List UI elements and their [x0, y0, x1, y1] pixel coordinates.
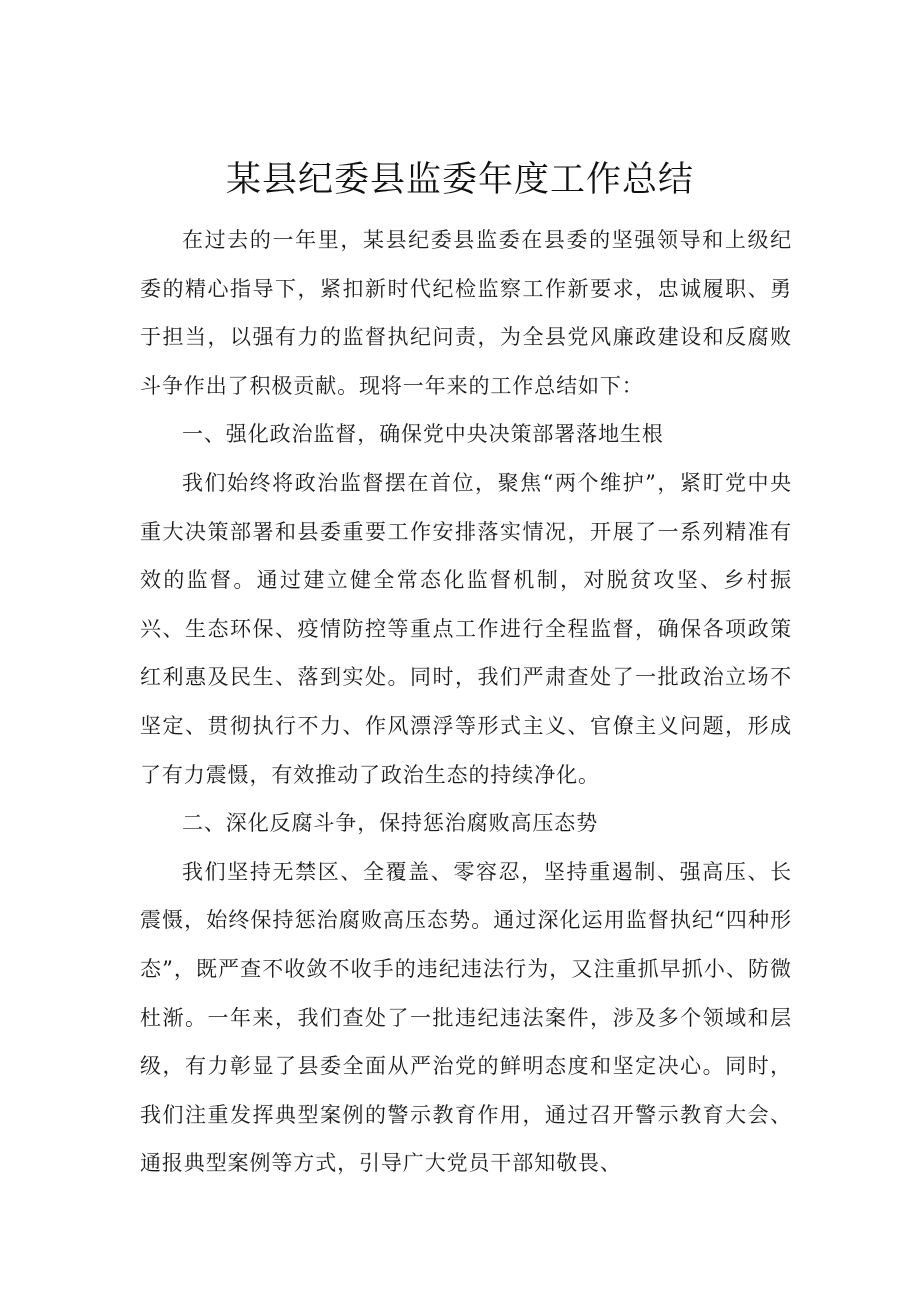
- section-heading-1: 一、强化政治监督，确保党中央决策部署落地生根: [182, 422, 664, 447]
- section-1-paragraph: 我们始终将政治监督摆在首位，聚焦“两个维护”，紧盯党中央重大决策部署和县委重要工作安排落实情况，开展了一系列精准有效的监督。通过建立健全常态化监督机制，对脱贫攻坚、乡村振兴、生态环保、疫情防控等重点工作进行全程监督，确保各项政策红利惠及民生、落到实处。同时，我们严肃查处了一批政治立场不坚定、贯彻执行不力、作风漂浮等形式主义、官僚主义问题，形成了有力震慑，有效推动了政治生态的持续净化。: [140, 470, 792, 787]
- intro-paragraph: 在过去的一年里，某县纪委县监委在县委的坚强领导和上级纪委的精心指导下，紧扣新时代纪检监察工作新要求，忠诚履职、勇于担当，以强有力的监督执纪问责，为全县党风廉政建设和反腐败斗争作出了积极贡献。现将一年来的工作总结如下：: [140, 228, 792, 398]
- document-title: 某县纪委县监委年度工作总结: [225, 160, 694, 200]
- document-body: [140, 216, 792, 1188]
- section-2-paragraph: 我们坚持无禁区、全覆盖、零容忍，坚持重遏制、强高压、长震慑，始终保持惩治腐败高压态势。通过深化运用监督执纪“四种形态”，既严查不收敛不收手的违纪违法行为，又注重抓早抓小、防微杜渐。一年来，我们查处了一批违纪违法案件，涉及多个领域和层级，有力彰显了县委全面从严治党的鲜明态度和坚定决心。同时，我们注重发挥典型案例的警示教育作用，通过召开警示教育大会、通报典型案例等方式，引导广大党员干部知敬畏、: [140, 859, 792, 1176]
- section-heading-2: 二、深化反腐斗争，保持惩治腐败高压态势: [182, 811, 599, 836]
